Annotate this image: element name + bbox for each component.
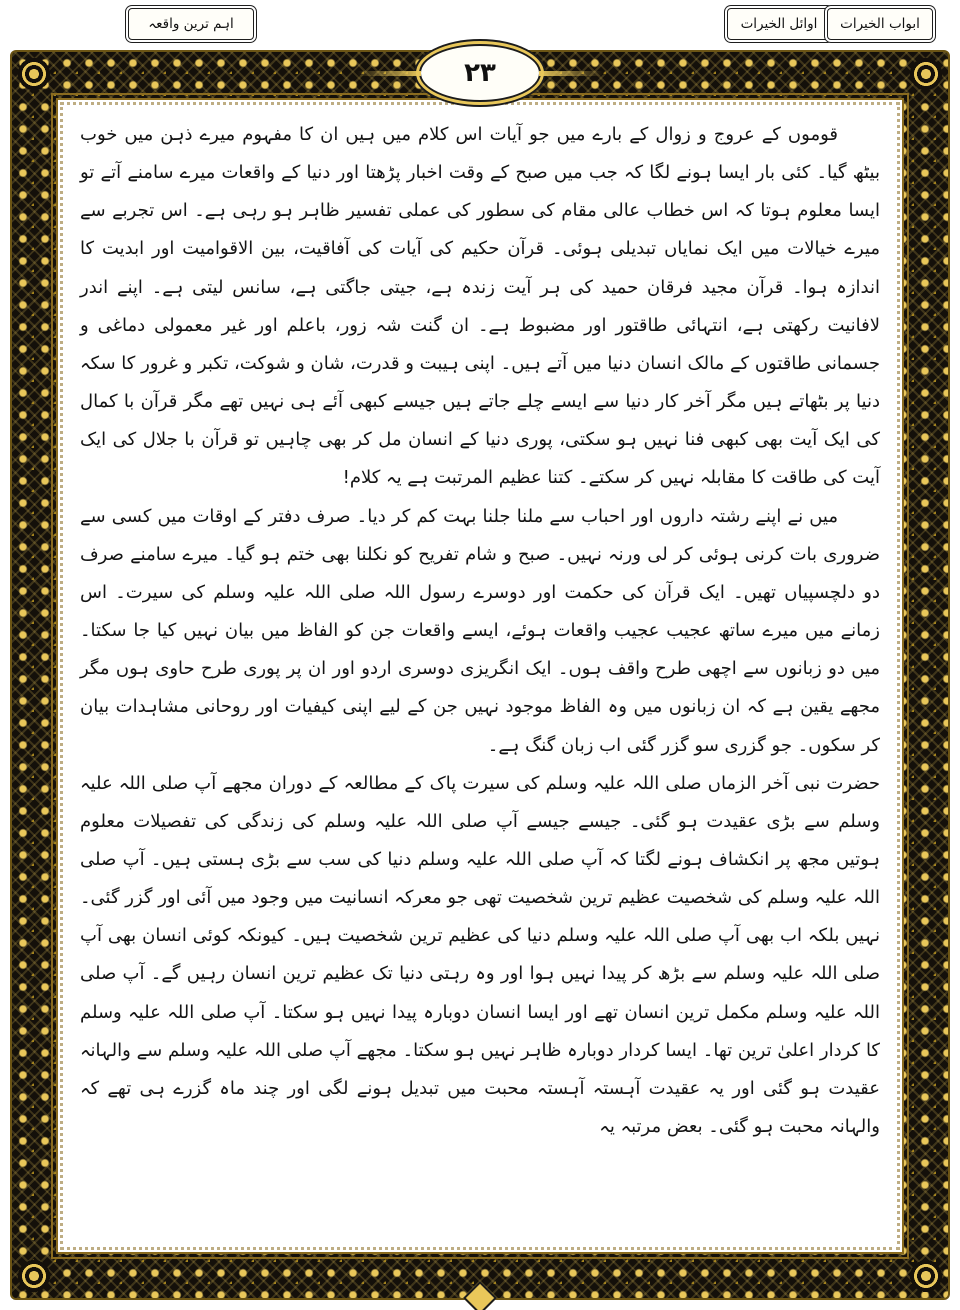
header-book-title-inner-label: اوائل الخیرات — [740, 16, 818, 32]
header-book-title-outer-label: ابواب الخیرات — [840, 16, 920, 32]
page-number-cartouche — [419, 44, 541, 102]
header-chapter-title-label: اہم ترین واقعہ — [148, 16, 234, 32]
paragraph-2: میں نے اپنے رشتہ داروں اور احباب سے ملنا جلنا بہت کم کر دیا۔ صرف دفتر کے اوقات میں کسی سے ضروری بات کرنی ہوئی کر لی ورنہ نہیں۔ صبح و شام تفریح کو نکلنا بھی ختم ہو گیا۔ میرے سامنے صرف دو دلچسپیاں تھیں۔ ایک قرآن کی حکمت اور دوسرے رسول اللہ صلی اللہ علیہ وسلم کی سیرت۔ اس زمانے میں میرے ساتھ عجیب عجیب واقعات ہوئے، ایسے واقعات جن کو الفاظ میں بیان نہیں کیا جا سکتا۔ میں دو زبانوں سے اچھی طرح واقف ہوں۔ ایک انگریزی دوسری اردو اور ان پر پوری طرح حاوی ہوں مگر مجھے یقین ہے کہ ان زبانوں میں وہ الفاظ موجود نہیں جن کے لیے اپنی کیفیات اور روحانی مشاہدات بیان کر سکوں۔ جو گزری سو گزر گئی اب زبان گنگ ہے۔ — [80, 505, 880, 756]
corner-rosette-ornament-icon — [12, 52, 56, 96]
paragraph-3: حضرت نبی آخر الزماں صلی اللہ علیہ وسلم کی سیرت پاک کے مطالعہ کے دوران مجھے آپ صلی اللہ علیہ وسلم سے بڑی عقیدت ہو گئی۔ جیسے جیسے آپ صلی اللہ علیہ وسلم کی زندگی کی تفصیلات معلوم ہوتیں مجھ پر انکشاف ہونے لگتا کہ آپ صلی اللہ علیہ وسلم دنیا کی سب سے بڑی ہستی ہیں۔ آپ صلی اللہ علیہ وسلم کی شخصیت عظیم ترین شخصیت تھی جو معرکہ انسانیت میں وجود میں آئی اور گزر گئی۔ نہیں بلکہ اب بھی آپ صلی اللہ علیہ وسلم دنیا کی عظیم ترین شخصیت ہیں۔ کیونکہ کوئی انسان بھی آپ صلی اللہ علیہ وسلم سے بڑھ کر پیدا نہیں ہوا اور وہ رہتی دنیا تک عظیم ترین انسان رہیں گے۔ آپ صلی اللہ علیہ وسلم مکمل ترین انسان تھے اور ایسا انسان دوبارہ پیدا نہیں ہو سکتا۔ آپ صلی اللہ علیہ وسلم کا کردار اعلیٰ ترین تھا۔ ایسا کردار دوبارہ ظاہر نہیں ہو سکتا۔ مجھے آپ صلی اللہ علیہ وسلم سے والہانہ عقیدت ہو گئی اور یہ عقیدت آہستہ آہستہ محبت میں تبدیل ہونے لگی اور چند ماہ گزرے ہی تھے کہ والہانہ محبت ہو گئی۔ بعض مرتبہ یہ — [80, 772, 880, 1138]
header-book-title-inner — [727, 8, 831, 40]
ornamental-border — [10, 50, 950, 1300]
corner-rosette-ornament-icon — [904, 1254, 948, 1298]
bottom-diamond-ornament-icon — [463, 1281, 497, 1310]
text-panel — [56, 98, 904, 1254]
paragraph-1: قوموں کے عروج و زوال کے بارے میں جو آیات اس کلام میں ہیں ان کا مفہوم میرے ذہن میں خوب بیٹھ گیا۔ کئی بار ایسا ہونے لگا کہ جب میں صبح کے وقت اخبار پڑھتا اور دنیا کے واقعات میرے سامنے آتے تو ایسا معلوم ہوتا کہ اس خطاب عالی مقام کی سطور کی عملی تفسیر ظاہر ہو رہی ہے۔ اس تجربے سے میرے خیالات میں ایک نمایاں تبدیلی ہوئی۔ قرآن حکیم کی آیات کی آفاقیت، بین الاقوامیت اور ابدیت کا اندازہ ہوا۔ قرآن مجید فرقان حمید کی ہر آیت زندہ ہے، جیتی جاگتی ہے، سانس لیتی ہے۔ اپنے اندر لافانیت رکھتی ہے، انتہائی طاقتور اور مضبوط ہے۔ ان گنت شہ زور، باعلم اور غیر معمولی دماغی و جسمانی طاقتوں کے مالک انسان دنیا میں آتے ہیں۔ اپنی ہیبت و قدرت، شان و شوکت، تکبر و غرور کا سکہ دنیا پر بٹھاتے ہیں مگر آخر کار دنیا سے ایسے چلے جاتے ہیں جیسے کبھی آئے ہی نہیں تھے مگر قرآن با کمال کی ایک آیت بھی کبھی فنا نہیں ہو سکتی، پوری دنیا کے انسان مل کر بھی چاہیں تو قرآن با جلال کی ایک آیت کی طاقت کا مقابلہ نہیں کر سکتے۔ کتنا عظیم المرتبت ہے یہ کلام! — [80, 124, 880, 489]
page-text — [80, 116, 880, 1240]
page-number: ۲۳ — [464, 58, 496, 88]
header-chapter-title — [128, 8, 254, 40]
corner-rosette-ornament-icon — [904, 52, 948, 96]
corner-rosette-ornament-icon — [12, 1254, 56, 1298]
header-book-title-outer — [827, 8, 933, 40]
